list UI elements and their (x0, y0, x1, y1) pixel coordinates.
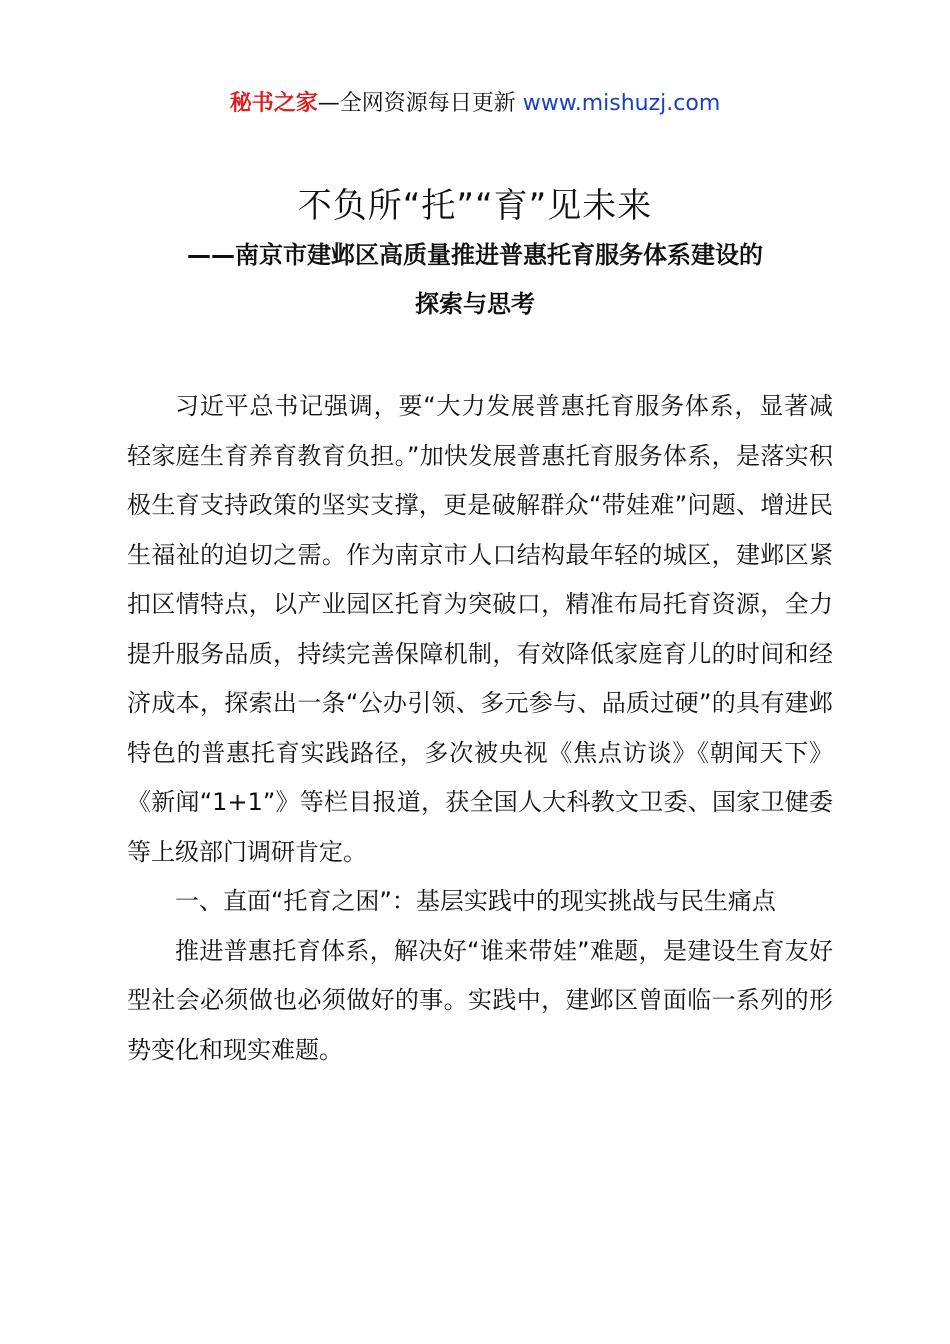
article-subtitle-line-2: 探索与思考 (415, 290, 535, 318)
paragraph-section-1: 推进普惠托育体系，解决好“谁来带娃”难题，是建设生育友好型社会必须做也必须做好的事。实践中，建邺区曾面临一系列的形势变化和现实难题。 (127, 936, 833, 1064)
site-tagline: —全网资源每日更新 (317, 91, 523, 116)
article-title: 不负所“托”“育”见未来 (297, 186, 653, 226)
section-heading-1: 一、直面“托育之困”：基层实践中的现实挑战与民生痛点 (175, 887, 776, 915)
article-body (127, 382, 833, 1075)
site-url-link[interactable]: www.mishuzj.com (522, 91, 721, 116)
paragraph-intro: 习近平总书记强调，要“大力发展普惠托育服务体系，显著减轻家庭生育养育教育负担。”加快发展普惠托育服务体系，是落实积极生育支持政策的坚实支撑，更是破解群众“带娃难”问题、增进民生福祉的迫切之需。作为南京市人口结构最年轻的城区，建邺区紧扣区情特点，以产业园区托育为突破口，精准布局托育资源，全力提升服务品质，持续完善保障机制，有效降低家庭育儿的时间和经济成本，探索出一条“公办引领、多元参与、品质过硬”的具有建邺特色的普惠托育实践路径，多次被央视《焦点访谈》《朝闻天下》《新闻“1+1”》等栏目报道，获全国人大科教文卫委、国家卫健委等上级部门调研肯定。 (127, 392, 833, 866)
site-brand: 秘书之家 (229, 91, 318, 116)
site-header (0, 88, 950, 120)
article-subtitle-line-1: ——南京市建邺区高质量推进普惠托育服务体系建设的 (187, 241, 763, 269)
